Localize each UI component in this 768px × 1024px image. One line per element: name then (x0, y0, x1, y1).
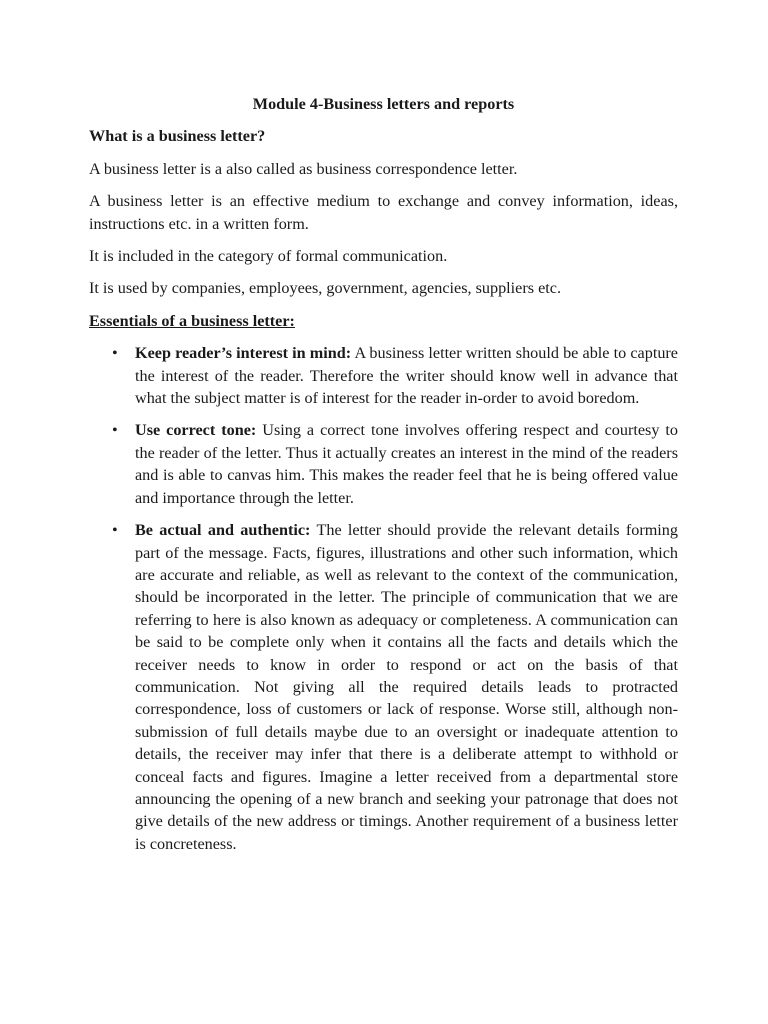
bullet-text: The letter should provide the relevant details forming part of the message. Facts, figures, illustrations and other such information, which are accurate and reliable, as well as relevant to the context of the communication, should be incorporated in the letter. The principle of communication that we are referring to here is also known as adequacy or completeness. A communication can be said to be complete only when it contains all the facts and details which the receiver needs to know in order to respond or act on the basis of that communication. Not giving all the required details leads to protracted correspondence, loss of customers or lack of response. Worse still, although non-submission of full details maybe due to an oversight or inadequate attention to details, the receiver may infer that there is a deliberate attempt to withhold or conceal facts and figures. Imagine a letter received from a departmental store announcing the opening of a new branch and seeking your patronage that does not give details of the new address or timings. Another requirement of a business letter is concreteness. (135, 521, 678, 853)
bullet-term: Use correct tone: (135, 421, 257, 440)
bullet-text: A business letter written should be able to capture the interest of the reader. Therefore the writer should know well in advance that what the subject matter is of interest for the reader in-order to avoid boredom. (135, 344, 678, 408)
bullet-icon: • (112, 421, 118, 440)
bullet-term: Keep reader’s interest in mind: (135, 344, 352, 363)
bullet-icon: • (112, 344, 118, 363)
paragraph-definition: A business letter is a also called as business correspondence letter. (89, 159, 518, 178)
document-title: Module 4-Business letters and reports (252, 95, 515, 113)
essentials-heading: Essentials of a business letter: (89, 311, 295, 330)
paragraph-category: It is included in the category of formal communication. (89, 247, 448, 266)
list-item (89, 342, 678, 409)
essentials-list (89, 342, 678, 855)
paragraph-medium: A business letter is an effective medium to exchange and convey information, ideas, instructions etc. in a written form. (89, 192, 678, 233)
bullet-term: Be actual and authentic: (135, 521, 311, 540)
list-item (89, 419, 678, 509)
bullet-icon: • (112, 521, 118, 540)
bullet-text: Using a correct tone involves offering respect and courtesy to the reader of the letter. Thus it actually creates an interest in the mind of the readers and is able to canvas him. This makes the reader feel that he is being offered value and importance through the letter. (135, 421, 678, 507)
list-item (89, 519, 678, 855)
question-heading: What is a business letter? (89, 127, 266, 146)
document-page (89, 93, 678, 865)
paragraph-usage: It is used by companies, employees, government, agencies, suppliers etc. (89, 279, 562, 298)
